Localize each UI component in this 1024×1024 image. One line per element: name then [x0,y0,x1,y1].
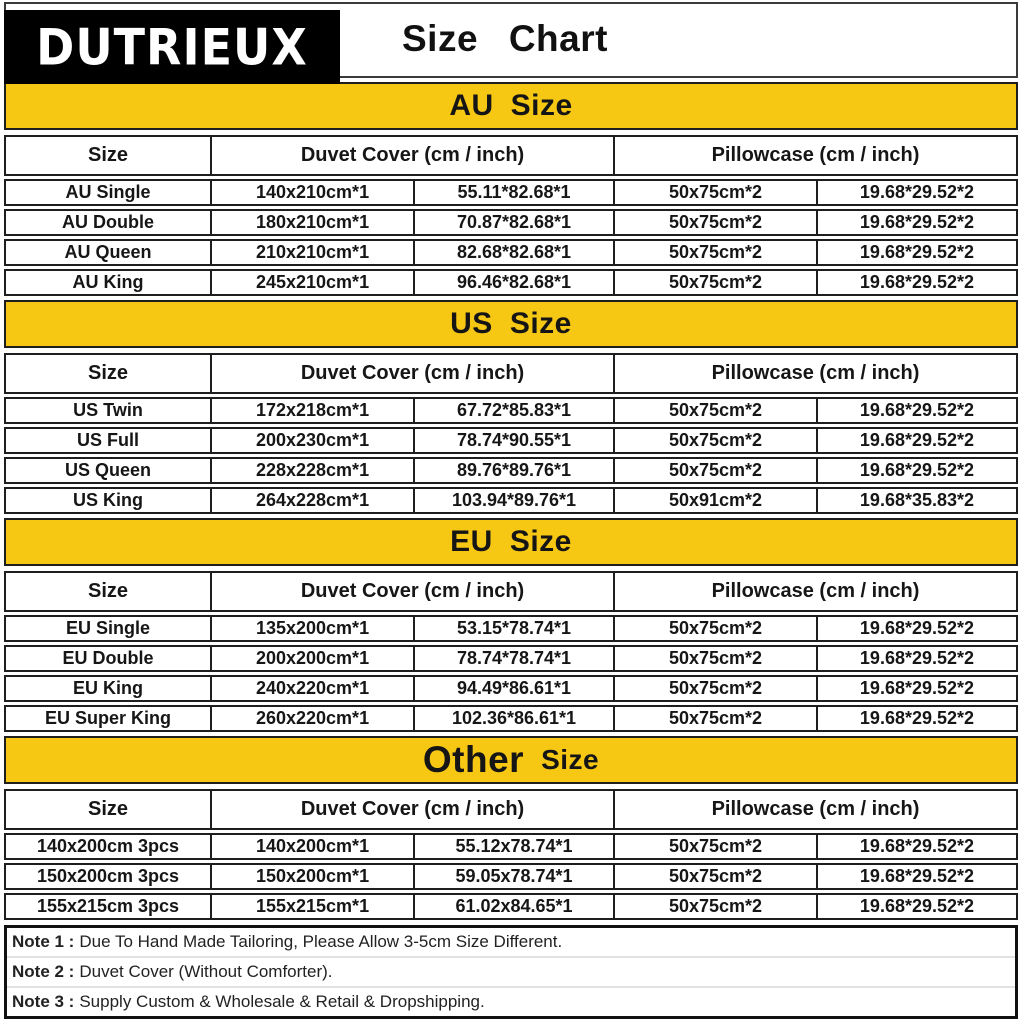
duvet-cm-cell: 172x218cm*1 [212,399,415,422]
pillow-inch-cell: 19.68*29.52*2 [859,836,975,856]
table-row [4,645,1018,672]
size-cell: 150x200cm 3pcs [6,865,212,888]
pillow-cm-cell: 50x75cm*2 [615,241,818,264]
page-title: Size Chart [402,18,608,60]
brand-name: DUTRIEUX [36,17,308,77]
duvet-inch-cell: 67.72*85.83*1 [415,399,615,422]
notes-box [4,925,1018,1019]
duvet-cm-cell: 155x215cm*1 [212,895,415,918]
section-other [4,736,1018,920]
column-header-size: Size [6,355,212,392]
section-eu [4,518,1018,732]
pillow-inch-cell: 19.68*29.52*2 [859,430,975,450]
duvet-cm-cell: 245x210cm*1 [212,271,415,294]
pillow-cm-cell: 50x75cm*2 [615,429,818,452]
column-header-duvet: Duvet Cover (cm / inch) [212,573,615,610]
size-cell: 140x200cm 3pcs [6,835,212,858]
duvet-inch-cell: 61.02x84.65*1 [415,895,615,918]
pillow-inch-cell: 19.68*35.83*2 [859,490,975,510]
section-banner-word2: Size [541,744,600,775]
size-cell: EU King [6,677,212,700]
table-row [4,427,1018,454]
duvet-cm-cell: 150x200cm*1 [212,865,415,888]
pillow-inch-cell: 19.68*29.52*2 [859,212,975,232]
section-banner-eu [4,518,1018,566]
column-header-row [4,789,1018,830]
column-header-row [4,571,1018,612]
section-banner-word2: Size [509,307,572,340]
size-sections [4,82,1018,920]
section-banner-au [4,82,1018,130]
pillow-cm-cell: 50x75cm*2 [615,865,818,888]
size-cell: AU King [6,271,212,294]
table-row [4,705,1018,732]
duvet-inch-cell: 96.46*82.68*1 [415,271,615,294]
pillow-inch-cell: 19.68*29.52*2 [859,400,975,420]
column-header-duvet: Duvet Cover (cm / inch) [212,137,615,174]
pillow-cm-cell: 50x75cm*2 [615,647,818,670]
duvet-cm-cell: 140x210cm*1 [212,181,415,204]
pillow-cm-cell: 50x75cm*2 [615,835,818,858]
duvet-inch-cell: 55.11*82.68*1 [415,181,615,204]
section-banner-word1: EU [450,525,493,558]
section-us [4,300,1018,514]
size-cell: EU Super King [6,707,212,730]
chart-frame [4,2,1018,1019]
column-header-row [4,135,1018,176]
size-cell: AU Single [6,181,212,204]
table-row [4,397,1018,424]
section-banner-word2: Size [510,89,573,122]
table-row [4,675,1018,702]
pillow-cm-cell: 50x75cm*2 [615,211,818,234]
pillow-inch-cell: 19.68*29.52*2 [859,460,975,480]
pillow-inch-cell: 19.68*29.52*2 [859,272,975,292]
table-row [4,615,1018,642]
duvet-inch-cell: 102.36*86.61*1 [415,707,615,730]
duvet-cm-cell: 200x200cm*1 [212,647,415,670]
section-banner-word2: Size [509,525,572,558]
note-line [7,958,1015,988]
section-banner-us [4,300,1018,348]
table-row [4,457,1018,484]
duvet-inch-cell: 89.76*89.76*1 [415,459,615,482]
pillow-inch-cell: 19.68*29.52*2 [859,678,975,698]
duvet-cm-cell: 135x200cm*1 [212,617,415,640]
pillow-inch-cell: 19.68*29.52*2 [859,182,975,202]
size-cell: AU Queen [6,241,212,264]
column-header-pillow: Pillowcase (cm / inch) [711,798,920,820]
table-row [4,179,1018,206]
pillow-cm-cell: 50x75cm*2 [615,895,818,918]
section-au [4,82,1018,296]
pillow-cm-cell: 50x75cm*2 [615,677,818,700]
section-banner-word1: Other [422,739,525,780]
section-banner-word1: US [450,307,493,340]
pillow-cm-cell: 50x91cm*2 [615,489,818,512]
size-cell: EU Double [6,647,212,670]
duvet-cm-cell: 200x230cm*1 [212,429,415,452]
column-header-size: Size [6,137,212,174]
brand-logo [4,10,340,84]
pillow-inch-cell: 19.68*29.52*2 [859,618,975,638]
duvet-inch-cell: 82.68*82.68*1 [415,241,615,264]
duvet-inch-cell: 78.74*78.74*1 [415,647,615,670]
pillow-inch-cell: 19.68*29.52*2 [859,242,975,262]
size-cell: EU Single [6,617,212,640]
duvet-cm-cell: 260x220cm*1 [212,707,415,730]
column-header-pillow: Pillowcase (cm / inch) [711,362,920,384]
pillow-cm-cell: 50x75cm*2 [615,181,818,204]
column-header-pillow: Pillowcase (cm / inch) [711,144,920,166]
column-header-row [4,353,1018,394]
note-line [7,928,1015,958]
table-row [4,269,1018,296]
duvet-cm-cell: 140x200cm*1 [212,835,415,858]
note-text: Duvet Cover (Without Comforter). [79,962,333,981]
table-row [4,833,1018,860]
table-row [4,487,1018,514]
table-row [4,239,1018,266]
section-banner-other [4,736,1018,784]
note-text: Supply Custom & Wholesale & Retail & Dropshipping. [79,992,485,1011]
pillow-inch-cell: 19.68*29.52*2 [859,708,975,728]
pillow-cm-cell: 50x75cm*2 [615,459,818,482]
table-row [4,209,1018,236]
table-row [4,893,1018,920]
pillow-cm-cell: 50x75cm*2 [615,707,818,730]
pillow-cm-cell: 50x75cm*2 [615,617,818,640]
column-header-pillow: Pillowcase (cm / inch) [711,580,920,602]
size-cell: US Queen [6,459,212,482]
column-header-size: Size [6,573,212,610]
duvet-inch-cell: 53.15*78.74*1 [415,617,615,640]
pillow-inch-cell: 19.68*29.52*2 [859,648,975,668]
size-cell: 155x215cm 3pcs [6,895,212,918]
column-header-duvet: Duvet Cover (cm / inch) [212,791,615,828]
duvet-cm-cell: 240x220cm*1 [212,677,415,700]
note-label: Note 3 : [12,992,75,1011]
size-cell: US Full [6,429,212,452]
column-header-duvet: Duvet Cover (cm / inch) [212,355,615,392]
pillow-cm-cell: 50x75cm*2 [615,399,818,422]
note-line [7,988,1015,1016]
size-cell: US King [6,489,212,512]
size-cell: US Twin [6,399,212,422]
note-label: Note 1 : [12,932,75,951]
duvet-cm-cell: 180x210cm*1 [212,211,415,234]
duvet-inch-cell: 59.05x78.74*1 [415,865,615,888]
table-row [4,863,1018,890]
duvet-inch-cell: 70.87*82.68*1 [415,211,615,234]
duvet-inch-cell: 94.49*86.61*1 [415,677,615,700]
duvet-cm-cell: 264x228cm*1 [212,489,415,512]
pillow-inch-cell: 19.68*29.52*2 [859,896,975,916]
note-text: Due To Hand Made Tailoring, Please Allow 3-5cm Size Different. [79,932,563,951]
size-cell: AU Double [6,211,212,234]
duvet-inch-cell: 103.94*89.76*1 [415,489,615,512]
duvet-cm-cell: 228x228cm*1 [212,459,415,482]
note-label: Note 2 : [12,962,75,981]
column-header-size: Size [6,791,212,828]
section-banner-word1: AU [449,89,494,122]
header [4,2,1018,78]
duvet-cm-cell: 210x210cm*1 [212,241,415,264]
duvet-inch-cell: 78.74*90.55*1 [415,429,615,452]
pillow-inch-cell: 19.68*29.52*2 [859,866,975,886]
pillow-cm-cell: 50x75cm*2 [615,271,818,294]
duvet-inch-cell: 55.12x78.74*1 [415,835,615,858]
